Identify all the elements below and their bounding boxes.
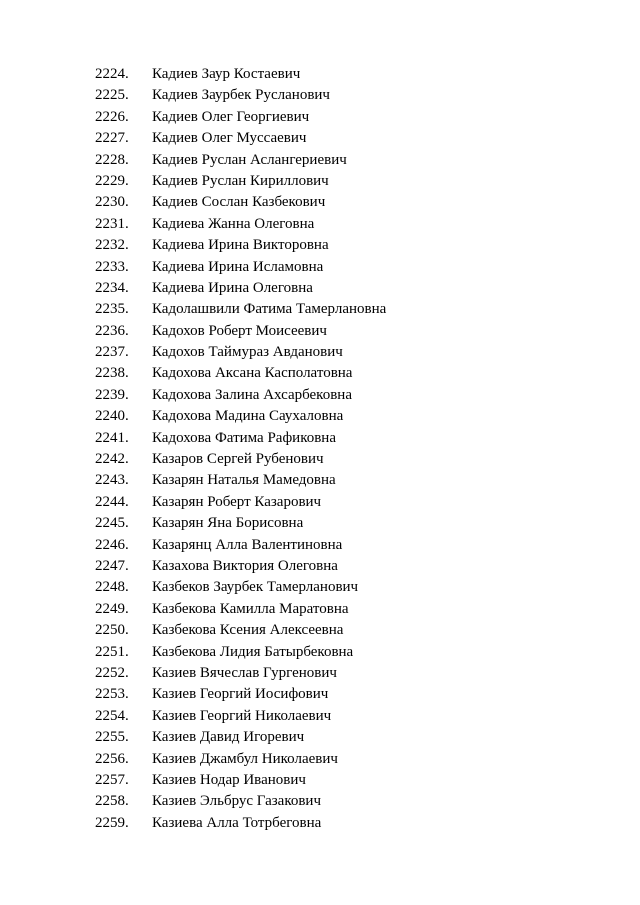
list-item xyxy=(95,342,575,363)
entry-number: 2250. xyxy=(95,622,129,639)
entry-number: 2244. xyxy=(95,493,129,510)
list-item xyxy=(95,128,575,149)
entry-number: 2225. xyxy=(95,87,129,104)
list-item xyxy=(95,85,575,106)
entry-name: Казарян Наталья Мамедовна xyxy=(152,472,336,489)
entry-number: 2232. xyxy=(95,237,129,254)
list-item xyxy=(95,620,575,641)
entry-number: 2254. xyxy=(95,707,129,724)
list-item xyxy=(95,706,575,727)
list-item xyxy=(95,406,575,427)
entry-number: 2235. xyxy=(95,301,129,318)
entry-name: Казиев Нодар Иванович xyxy=(152,771,306,788)
list-item xyxy=(95,513,575,534)
entry-name: Кадиев Сослан Казбекович xyxy=(152,194,326,211)
entry-number: 2238. xyxy=(95,365,129,382)
entry-number: 2247. xyxy=(95,557,129,574)
entry-number: 2258. xyxy=(95,793,129,810)
list-item xyxy=(95,278,575,299)
entry-number: 2245. xyxy=(95,515,129,532)
entry-name: Кадиева Ирина Исламовна xyxy=(152,258,324,275)
entry-number: 2243. xyxy=(95,472,129,489)
entry-number: 2253. xyxy=(95,686,129,703)
entry-number: 2227. xyxy=(95,130,129,147)
entry-name: Кадохова Залина Ахсарбековна xyxy=(152,386,352,403)
list-item xyxy=(95,492,575,513)
entry-name: Кадохова Аксана Касполатовна xyxy=(152,365,353,382)
entry-number: 2237. xyxy=(95,344,129,361)
list-item xyxy=(95,599,575,620)
entry-name: Казиев Давид Игоревич xyxy=(152,729,305,746)
list-item xyxy=(95,235,575,256)
list-item xyxy=(95,107,575,128)
list-item xyxy=(95,214,575,235)
entry-name: Кадохова Фатима Рафиковна xyxy=(152,429,336,446)
entry-name: Казарян Роберт Казарович xyxy=(152,493,322,510)
list-item xyxy=(95,642,575,663)
entry-number: 2242. xyxy=(95,451,129,468)
list-item xyxy=(95,321,575,342)
entry-name: Кадиев Руслан Аслангериевич xyxy=(152,151,347,168)
entry-name: Кадохов Таймураз Авданович xyxy=(152,344,343,361)
entry-name: Кадиева Ирина Викторовна xyxy=(152,237,329,254)
list-item xyxy=(95,577,575,598)
entry-name: Казиев Вячеслав Гургенович xyxy=(152,664,337,681)
entry-number: 2239. xyxy=(95,386,129,403)
entry-number: 2252. xyxy=(95,664,129,681)
entry-name: Кадиев Заур Костаевич xyxy=(152,66,301,82)
entry-number: 2255. xyxy=(95,729,129,746)
entry-name: Казиев Джамбул Николаевич xyxy=(152,750,338,767)
entry-name: Кадиева Ирина Олеговна xyxy=(152,279,313,296)
numbered-name-list xyxy=(95,64,575,834)
entry-name: Казбекова Лидия Батырбековна xyxy=(152,643,354,660)
entry-number: 2259. xyxy=(95,814,129,831)
list-item xyxy=(95,791,575,812)
entry-number: 2234. xyxy=(95,279,129,296)
entry-name: Кадиев Руслан Кириллович xyxy=(152,172,329,189)
list-item xyxy=(95,428,575,449)
list-item xyxy=(95,385,575,406)
list-item xyxy=(95,770,575,791)
entry-name: Казаров Сергей Рубенович xyxy=(152,451,324,468)
entry-number: 2257. xyxy=(95,771,129,788)
entry-number: 2229. xyxy=(95,172,129,189)
entry-number: 2231. xyxy=(95,215,129,232)
entry-number: 2236. xyxy=(95,322,129,339)
entry-name: Казиев Георгий Николаевич xyxy=(152,707,332,724)
entry-number: 2241. xyxy=(95,429,129,446)
list-item xyxy=(95,556,575,577)
list-item xyxy=(95,663,575,684)
list-item xyxy=(95,150,575,171)
entry-name: Казиева Алла Тотрбеговна xyxy=(152,814,322,831)
entry-name: Казбеков Заурбек Тамерланович xyxy=(152,579,359,596)
entry-name: Кадиев Олег Георгиевич xyxy=(152,108,310,125)
entry-name: Кадохов Роберт Моисеевич xyxy=(152,322,327,339)
entry-name: Казбекова Камилла Маратовна xyxy=(152,600,349,617)
list-item xyxy=(95,749,575,770)
entry-number: 2251. xyxy=(95,643,129,660)
list-item xyxy=(95,813,575,834)
list-item xyxy=(95,727,575,748)
list-item xyxy=(95,192,575,213)
entry-name: Казиев Эльбрус Газакович xyxy=(152,793,321,810)
entry-number: 2228. xyxy=(95,151,129,168)
list-item xyxy=(95,363,575,384)
entry-number: 2249. xyxy=(95,600,129,617)
entry-number: 2233. xyxy=(95,258,129,275)
entry-name: Кадиев Заурбек Русланович xyxy=(152,87,330,104)
entry-number: 2224. xyxy=(95,66,129,82)
entry-name: Казиев Георгий Иосифович xyxy=(152,686,329,703)
list-item xyxy=(95,470,575,491)
list-item xyxy=(95,257,575,278)
entry-name: Кадиев Олег Муссаевич xyxy=(152,130,307,147)
list-item xyxy=(95,535,575,556)
list-item xyxy=(95,171,575,192)
list-item xyxy=(95,64,575,85)
entry-number: 2226. xyxy=(95,108,129,125)
entry-number: 2230. xyxy=(95,194,129,211)
entry-name: Кадиева Жанна Олеговна xyxy=(152,215,315,232)
entry-name: Кадолашвили Фатима Тамерлановна xyxy=(152,301,387,318)
entry-name: Кадохова Мадина Саухаловна xyxy=(152,408,344,425)
entry-name: Казахова Виктория Олеговна xyxy=(152,557,338,574)
entry-number: 2240. xyxy=(95,408,129,425)
entry-name: Казбекова Ксения Алексеевна xyxy=(152,622,344,639)
entry-number: 2256. xyxy=(95,750,129,767)
entry-name: Казарян Яна Борисовна xyxy=(152,515,304,532)
list-item xyxy=(95,299,575,320)
list-item xyxy=(95,684,575,705)
entry-name: Казарянц Алла Валентиновна xyxy=(152,536,343,553)
entry-number: 2246. xyxy=(95,536,129,553)
entry-number: 2248. xyxy=(95,579,129,596)
list-item xyxy=(95,449,575,470)
